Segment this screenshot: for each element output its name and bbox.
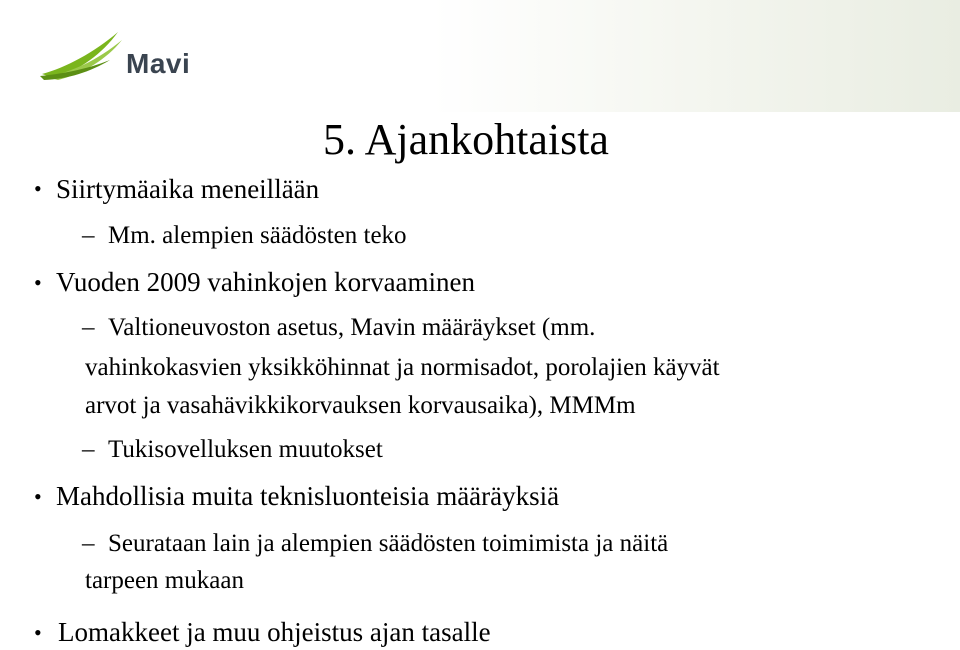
sub-item-dash: –: [82, 436, 95, 463]
slide-title: 5. Ajankohtaista: [323, 115, 609, 164]
sub-item-continuation: vahinkokasvien yksikköhinnat ja normisadot, porolajien käyvät: [85, 354, 720, 381]
bullet-item: Lomakkeet ja muu ohjeistus ajan tasalle: [58, 617, 491, 647]
leaf-icon: [40, 30, 130, 82]
sub-item: Mm. alempien säädösten teko: [108, 222, 407, 249]
bullet-item: Mahdollisia muita teknisluonteisia määräyksiä: [56, 481, 560, 511]
sub-item: Valtioneuvoston asetus, Mavin määräykset (mm.: [108, 314, 596, 341]
bullet-marker: •: [34, 484, 42, 509]
logo-text: Mavi: [126, 48, 191, 79]
bullet-item: Siirtymäaika meneillään: [56, 174, 320, 204]
mavi-logo: [40, 30, 190, 82]
sub-item-dash: –: [82, 314, 95, 341]
sub-item: Tukisovelluksen muutokset: [108, 436, 383, 463]
bullet-marker: •: [34, 176, 42, 201]
sub-item-continuation: arvot ja vasahävikkikorvauksen korvausaika), MMMm: [85, 392, 636, 419]
bullet-item: Vuoden 2009 vahinkojen korvaaminen: [56, 267, 476, 297]
bullet-marker: •: [34, 620, 42, 645]
sub-item-dash: –: [82, 222, 95, 249]
sub-item-dash: –: [82, 530, 95, 557]
sub-item-continuation: tarpeen mukaan: [85, 567, 244, 594]
bullet-marker: •: [34, 270, 42, 295]
sub-item: Seurataan lain ja alempien säädösten toimimista ja näitä: [108, 530, 669, 557]
